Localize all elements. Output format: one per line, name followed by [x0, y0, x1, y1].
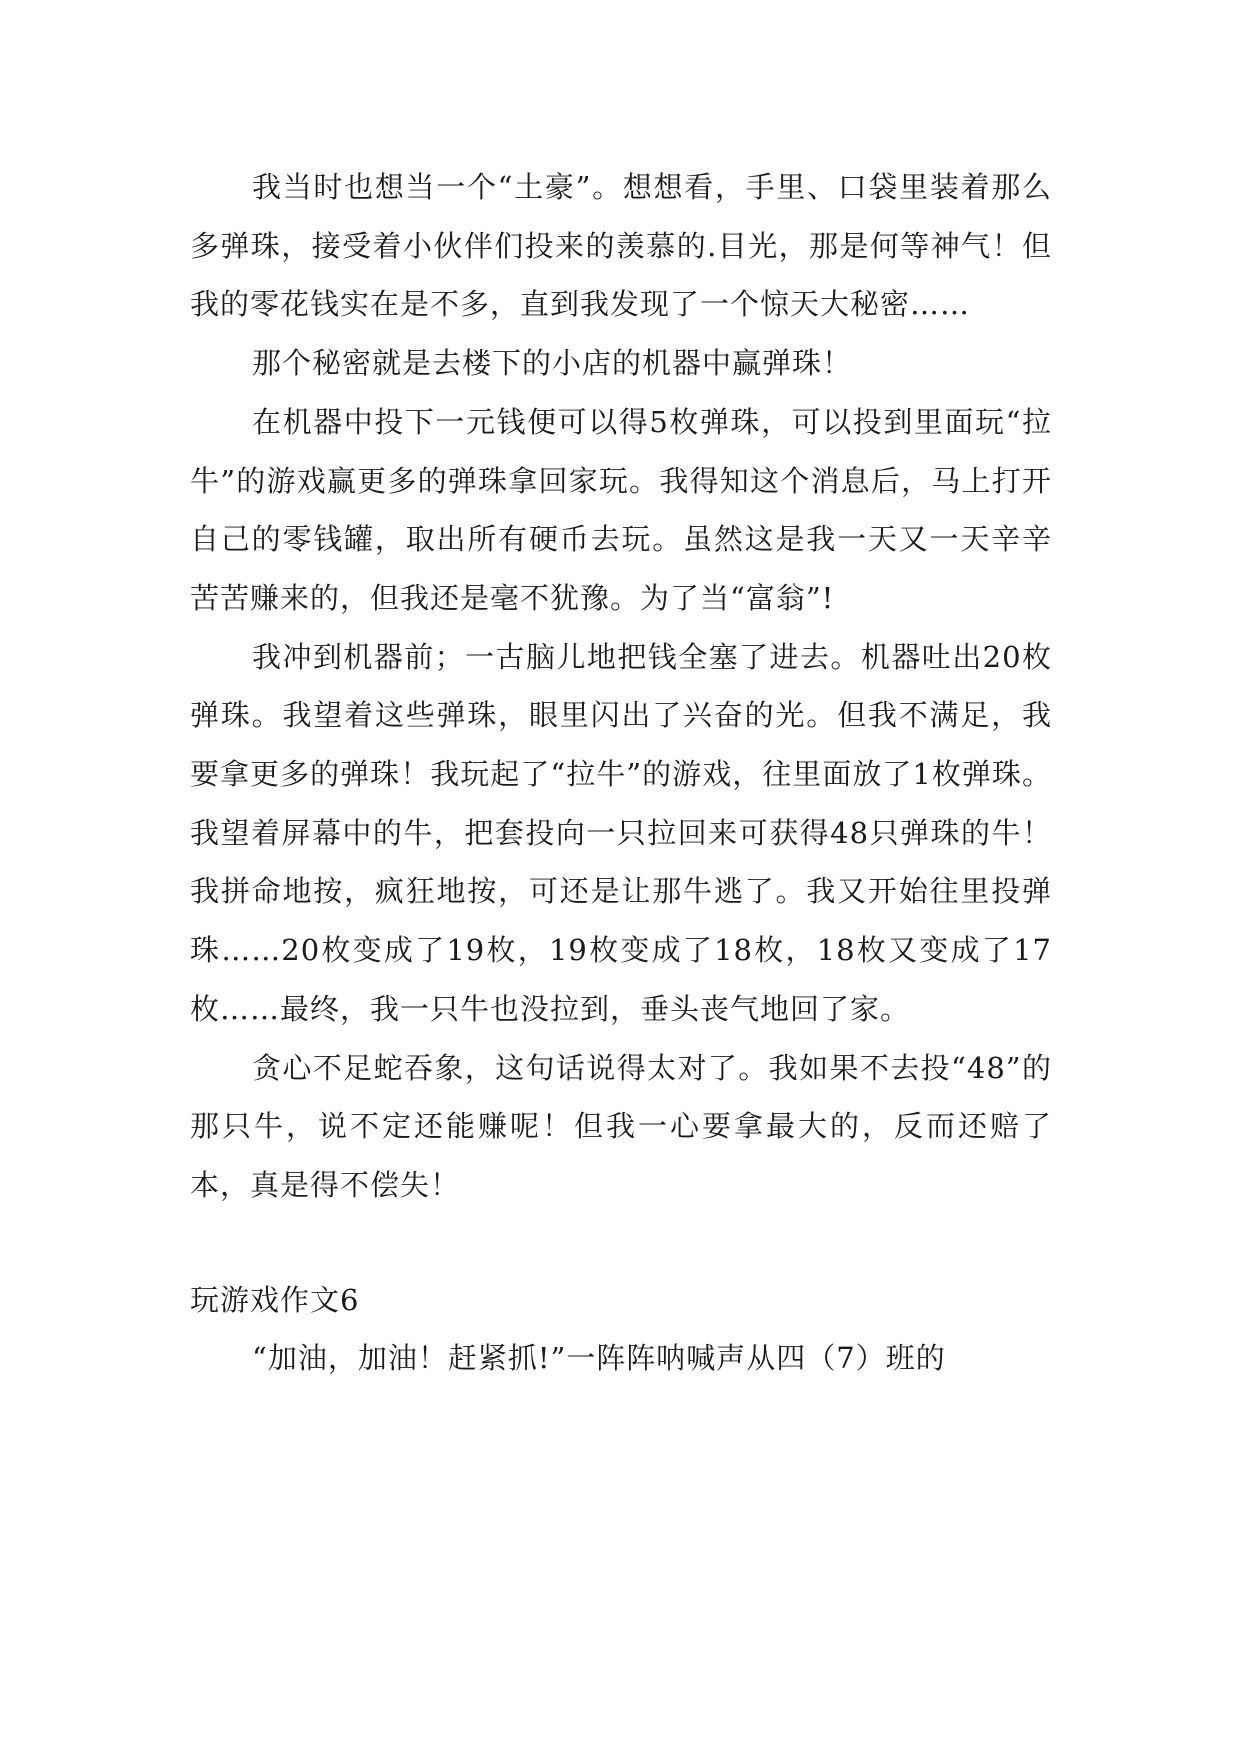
paragraph-3: 在机器中投下一元钱便可以得5枚弹珠，可以投到里面玩“拉牛”的游戏赢更多的弹珠拿回家玩。我得知这个消息后，马上打开自己的零钱罐，取出所有硬币去玩。虽然这是我一天又一天辛辛苦苦赚来的，但我还是毫不犹豫。为了当“富翁”!	[190, 404, 1052, 615]
paragraph-2: 那个秘密就是去楼下的小店的机器中赢弹珠！	[252, 346, 853, 381]
paragraph-4: 我冲到机器前；一古脑儿地把钱全塞了进去。机器吐出20枚弹珠。我望着这些弹珠，眼里闪出了兴奋的光。但我不满足，我要拿更多的弹珠！我玩起了“拉牛”的游戏，往里面放了1枚弹珠。我望着屏幕中的牛，把套投向一只拉回来可获得48只弹珠的牛！我拼命地按，疯狂地按，可还是让那牛逃了。我又开始往里投弹珠……20枚变成了19枚，19枚变成了18枚，18枚又变成了17枚……最终，我一只牛也没拉到，垂头丧气地回了家。	[190, 639, 1052, 1026]
document-body	[190, 158, 1052, 1388]
paragraph-5: 贪心不足蛇吞象，这句话说得太对了。我如果不去投“48”的那只牛，说不定还能赚呢！但我一心要拿最大的，反而还赔了本，真是得不偿失！	[190, 1050, 1052, 1202]
paragraph-1: 我当时也想当一个“土豪”。想想看，手里、口袋里装着那么多弹珠，接受着小伙伴们投来的羡慕的.目光，那是何等神气！但我的零花钱实在是不多，直到我发现了一个惊天大秘密……	[190, 170, 1052, 322]
section-title: 玩游戏作文6	[190, 1282, 360, 1317]
paragraph-6: “加油，加油！赶紧抓!”一阵阵呐喊声从四（7）班的	[252, 1341, 946, 1376]
